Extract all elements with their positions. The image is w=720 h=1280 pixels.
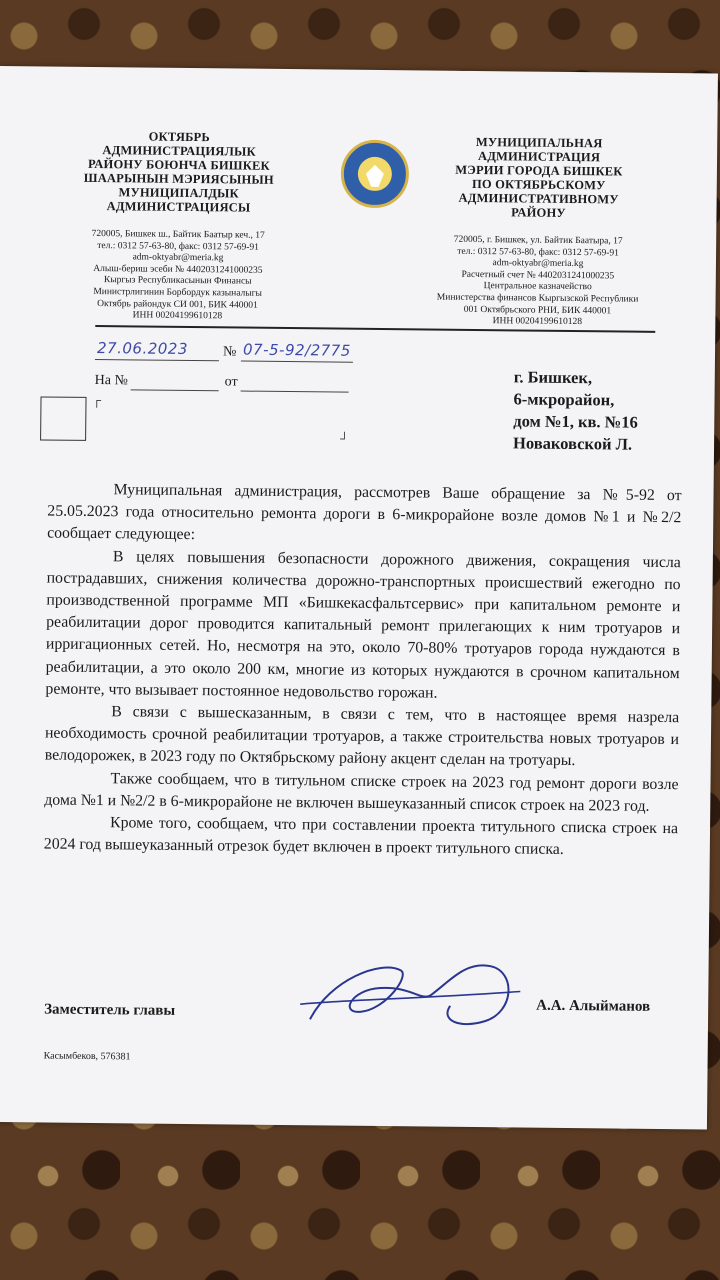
recipient-address: г. Бишкек, 6-мкрорайон, дом №1, кв. №16 Новаковской Л. [512, 367, 638, 454]
corner-mark-top: ┌ [92, 392, 102, 408]
letter-document [0, 66, 718, 1129]
letter-body [44, 479, 682, 863]
paragraph-4: Также сообщаем, что в титульном списке строек на 2023 год ремонт дороги возле дома №1 и №2/2 в 6-микрорайоне не включен вышеуказанный список строек на 2023 год. [44, 769, 679, 815]
handwritten-signature [290, 949, 531, 1042]
header-left-requisites: 720005, Бишкек ш., Байтик Баатыр кеч., 17 тел.: 0312 57-63-80, факс: 0312 57-69-91 adm-oktyabr@meria.kg Алыш-бериш эсеби № 4402031241000235 Кыргыз Республикасынын Финансы Министрлигинин Борбордук казыналыгы Октябрь райондук СИ 001, БИК 440001 ИНН 00204199610128 [91, 228, 265, 322]
paragraph-2: В целях повышения безопасности дорожного движения, сокращения числа пострадавших, снижения количества дорожно-транспортных происшествий ежегодно по производственной программе МП «Бишкекасфальтсервис» при капитальном ремонте и реабилитации дорог проводится капитальный ремонт прилегающих к ним тротуаров и ирригационных сетей. Но, несмотря на это, около 70-80% тротуаров города нуждаются в реабилитации, а это около 200 км, многие из которых нуждаются в срочном капитальном ремонте, что вызывает постоянное недовольство горожан. [45, 547, 681, 702]
from-label: от [224, 374, 238, 390]
signatory-position: Заместитель главы [44, 1001, 176, 1019]
from-line [241, 377, 349, 393]
paragraph-3: В связи с вышесказанным, в связи с тем, что в настоящее время назрела необходимость срочной реабилитации тротуаров, а также строительства новых тротуаров и велодорожек, в 2023 году по Октябрьскому району акцент сделан на тротуары. [44, 703, 680, 770]
stamp-box [40, 396, 86, 440]
paragraph-1: Муниципальная администрация, рассмотрев Ваше обращение за №5-92 от 25.05.2023 года относительно ремонта дороги в 6-микрорайоне возле домов №1 и №2/2 сообщает следующее: [47, 481, 682, 544]
number-label: № [222, 344, 237, 360]
header-right-title: МУНИЦИПАЛЬНАЯ АДМИНИСТРАЦИЯ МЭРИИ ГОРОДА БИШКЕК ПО ОКТЯБРЬСКОМУ АДМИНИСТРАТИВНОМУ РАЙОНУ [455, 134, 623, 220]
handwritten-number: 07-5-92/2775 [242, 340, 351, 360]
reference-line [131, 375, 219, 391]
corner-mark-bottom: ┘ [340, 431, 349, 446]
signatory-name: А.А. Алыйманов [536, 997, 651, 1015]
handwritten-date: 27.06.2023 [96, 339, 189, 358]
carpet-background-bottom [0, 1110, 720, 1280]
paragraph-5: Кроме того, сообщаем, что при составлении проекта титульного списка строек на 2024 год вышеуказанный отрезок будет включен в проект титульного списка. [43, 814, 679, 859]
header-right-requisites: 720005, г. Бишкек, ул. Байтик Баатыра, 17 тел.: 0312 57-63-80, факс: 0312 57-69-91 adm-oktyabr@meria.kg Расчетный счет № 4402031241000235 Центральное казначейство Министерства финансов Кыргызской Республики 001 Октябрьского РНИ, БИК 440001 ИНН 00204199610128 [436, 234, 639, 328]
executor-line: Касымбеков, 576381 [43, 1050, 131, 1063]
state-emblem-icon [341, 140, 410, 209]
reference-label: На № [94, 373, 128, 389]
header-left-kyrgyz [57, 129, 299, 324]
header-right-russian [417, 134, 659, 329]
header-left-title: ОКТЯБРЬ АДМИНИСТРАЦИЯЛЫК РАЙОНУ БОЮНЧА БИШКЕК ШААРЫНЫН МЭРИЯСЫНЫН МУНИЦИПАЛДЫК АДМИНИСТРАЦИЯСЫ [83, 129, 274, 215]
